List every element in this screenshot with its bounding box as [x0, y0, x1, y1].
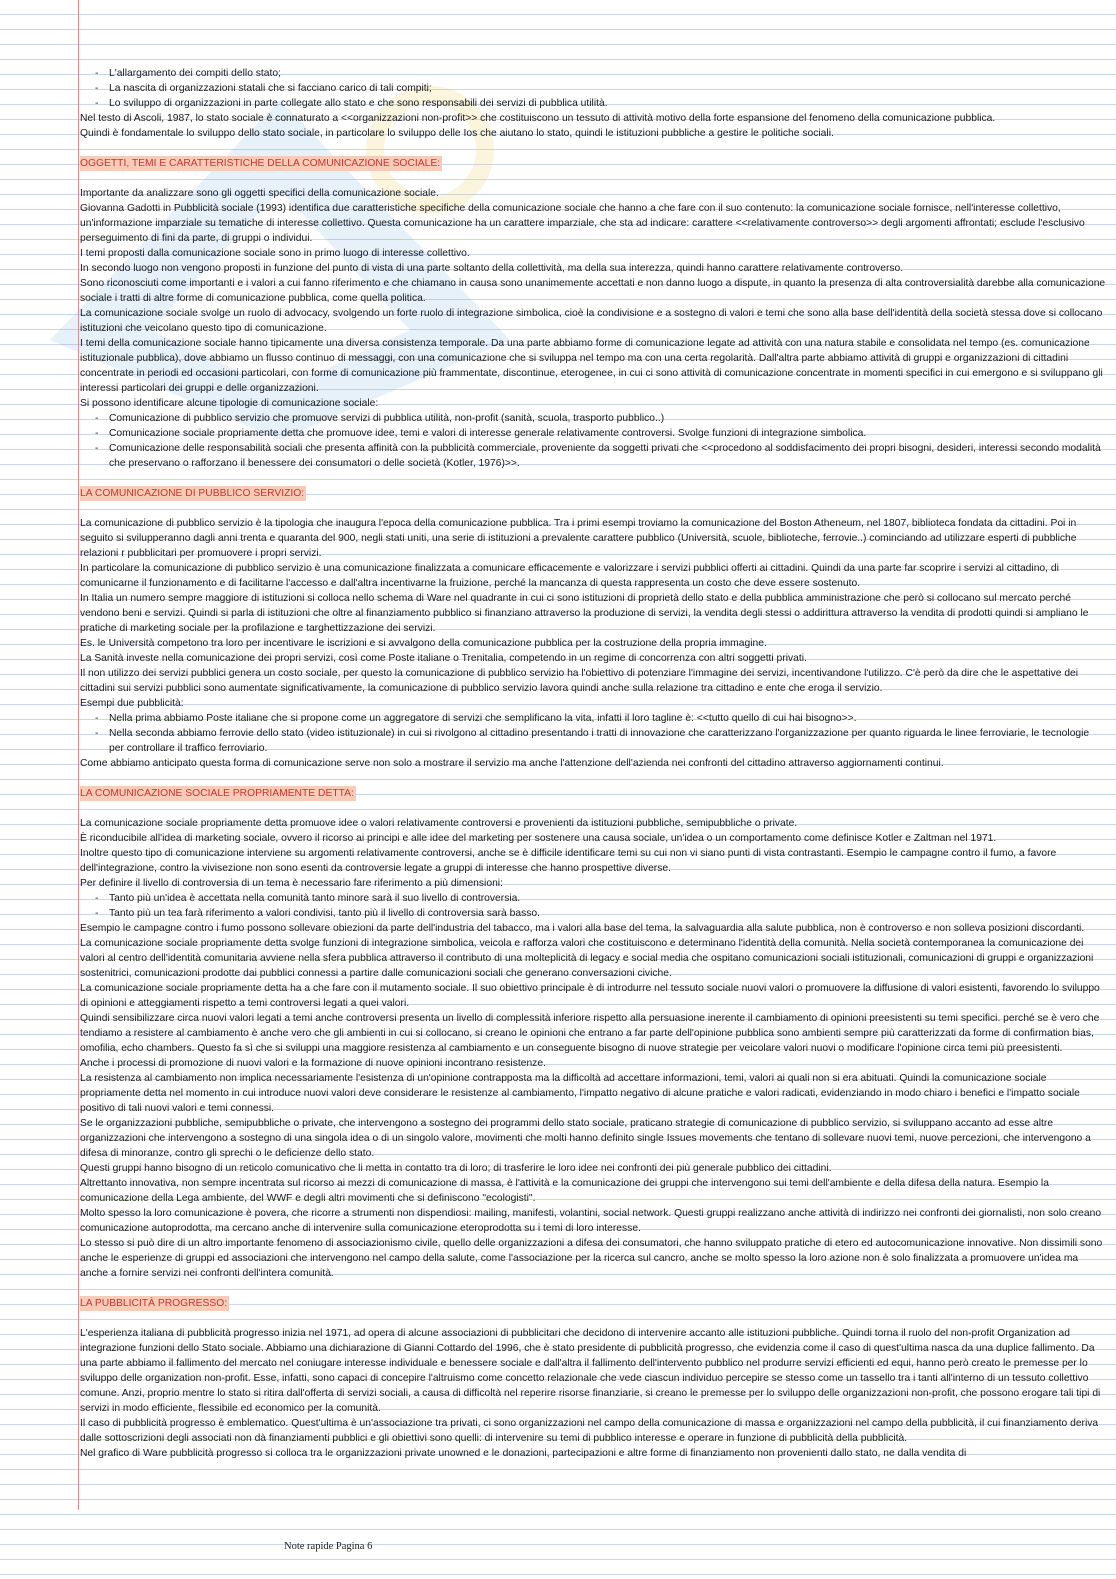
bullet-item: - Comunicazione delle responsabilità sociali che presenta affinità con la pubblicità commerciale, proveniente da soggetti privati che <<procedono al soddisfacimento dei propri bisogni, desideri, interessi secondo modalità che preservano o rafforzano il benessere dei consumatori o delle società (Kotler, 1976)>>. — [80, 441, 1106, 471]
bullet-item: - Nella seconda abbiamo ferrovie dello stato (video istituzionale) in cui si rivolgono al cittadino presentando i tratti di innovazione che caratterizzano l'organizzazione per quanto riguarda le linee ferroviarie, le tecnologie per controllare il traffico ferroviario. — [80, 726, 1106, 756]
paragraph: La comunicazione sociale propriamente detta svolge funzioni di integrazione simbolica, veicola e rafforza valori che costituiscono e determinano l'identità della comunità. Nella società contemporanea la comunicazione dei valori al centro dell'identità comunitaria avviene nella sfera pubblica attraverso il contributo di una molteplicità di legacy e social media che ospitano comunicazioni sociali istituzionali, comunicazioni di gruppi e organizzazioni sostenitrici, comunicazioni prodotte dai pubblici connessi a partire dalle comunicazioni sociali che generano conversazioni civiche. — [80, 938, 1094, 979]
bullet-item: - Tanto più un'idea è accettata nella comunità tanto minore sarà il suo livello di controversia. — [80, 891, 1106, 906]
paragraph: I temi della comunicazione sociale hanno tipicamente una diversa consistenza temporale. Da una parte abbiamo forme di comunicazione legate ad attività con una natura stabile e consolidata nel tempo (es. comunicazione istituzionale pubblica), dove abbiamo un flusso continuo di messaggi, con una comunicazione che si sviluppa nel tempo ma con una certa regolarità. Dall'altra parte abbiamo attività di gruppi e organizzazioni di cittadini concentrate in periodi ed occasioni particolari, con forme di comunicazione più frammentate, discontinue, eterogenee, in cui ci sono attività di comunicazione concentrate in momenti specifici in cui emergono e si sviluppano gli interessi particolari dei gruppi e delle organizzazioni. — [80, 338, 1103, 394]
notebook-margin-line — [78, 0, 79, 1510]
paragraph: Quindi sensibilizzare circa nuovi valori legati a temi anche controversi presenta un livello di complessità inferiore rispetto alla persuasione inerente il cambiamento di opinioni preesistenti su temi specifici. perché se è vero che tendiamo a resistere al cambiamento è anche vero che gli ambienti in cui si collocano, si creano le opinioni che entrano a far parte dell'opinione pubblica sono ambienti sempre più caratterizzati da forme di confirmation bias, omofilia, echo chambers. Questo fa sì che si sviluppi una maggiore resistenza al cambiamento e un conseguente bisogno di nuove strategie per veicolare valori nuovi o modificare l'opinione circa temi più preesistenti. — [80, 1013, 1100, 1054]
section-spacer — [80, 801, 1106, 816]
section-spacer — [80, 1311, 1106, 1326]
paragraph: Giovanna Gadotti in Pubblicità sociale (1993) identifica due caratteristiche specifiche della comunicazione sociale che hanno a che fare con il suo contenuto: la comunicazione sociale fornisce, nell'interesse collettivo, un'informazione imparziale su tematiche di interesse collettivo. Questa comunicazione ha un carattere imparziale, che sta ad indicare: carattere <<relativamente controverso>> degli argomenti affrontati; esclude l'esclusivo perseguimento di fini da parte, di gruppi o individui. — [80, 203, 1085, 244]
section-spacer — [80, 501, 1106, 516]
paragraph: Importante da analizzare sono gli oggetti specifici della comunicazione sociale. — [80, 188, 439, 199]
bullet-item: - Tanto più un tea farà riferimento a valori condivisi, tanto più il livello di controversia sarà basso. — [80, 906, 1106, 921]
paragraph: Nel testo di Ascoli, 1987, lo stato sociale è connaturato a <<organizzazioni non-profit>> che costituiscono un tessuto di attività motivo della forte espansione del fenomeno della comunicazione pubblica. — [80, 113, 996, 124]
bullet-list — [80, 411, 1106, 471]
bullet-item: - Comunicazione di pubblico servizio che promuove servizi di pubblica utilità, non-profit (sanità, scuola, trasporto pubblico..) — [80, 411, 1106, 426]
paragraph: Altrettanto innovativa, non sempre incentrata sul ricorso ai mezzi di comunicazione di massa, è l'attività e la comunicazione dei gruppi che intervengono sui temi dell'ambiente e della difesa della natura. Esempio la comunicazione della Lega ambiente, del WWF e degli altri movimenti che si definiscono "ecologisti". — [80, 1178, 1049, 1204]
paragraph: Si possono identificare alcune tipologie di comunicazione sociale: — [80, 398, 379, 409]
section-heading: OGGETTI, TEMI E CARATTERISTICHE DELLA COMUNICAZIONE SOCIALE: — [80, 158, 441, 169]
paragraph: Anche i processi di promozione di nuovi valori e la formazione di nuove opinioni incontrano resistenze. — [80, 1058, 546, 1069]
paragraph: I temi proposti dalla comunicazione sociale sono in primo luogo di interesse collettivo. — [80, 248, 470, 259]
paragraph: Inoltre questo tipo di comunicazione interviene su argomenti relativamente controversi, anche se è difficile identificare temi su cui non vi siano punti di vista contrastanti. Esempio le campagne contro il fumo, a favore dell'integrazione, contro la vivisezione non sono esenti da controversie legate a gruppi di interesse che hanno prospettive diverse. — [80, 848, 1057, 874]
section-spacer — [80, 141, 1106, 156]
paragraph: Nel grafico di Ware pubblicità progresso si colloca tra le organizzazioni private unowned e le donazioni, partecipazioni e altre forme di finanziamento non provenienti dallo stato, ne dalla vendita di — [80, 1448, 967, 1459]
paragraph: Es. le Università competono tra loro per incentivare le iscrizioni e si avvalgono della comunicazione pubblica per la costruzione della propria immagine. — [80, 638, 767, 649]
paragraph: La comunicazione sociale propriamente detta ha a che fare con il mutamento sociale. Il suo obiettivo principale è di introdurre nel tessuto sociale nuovi valori o promuovere la diffusione di valori esistenti, favorendo lo sviluppo di opinioni e atteggiamenti rispetto a temi controversi legati a quei valori. — [80, 983, 1100, 1009]
section-heading: LA PUBBLICITÀ PROGRESSO: — [80, 1298, 228, 1309]
paragraph: Quindi è fondamentale lo sviluppo dello stato sociale, in particolare lo sviluppo delle Ios che aiutano lo stato, quindi le istituzioni pubbliche a gestire le politiche sociali. — [80, 128, 834, 139]
bullet-item: - La nascita di organizzazioni statali che si facciano carico di tali compiti; — [80, 81, 1106, 96]
bullet-list — [80, 66, 1106, 111]
bullet-item: - Comunicazione sociale propriamente detta che promuove idee, temi e valori di interesse generale relativamente controversi. Svolge funzioni di integrazione simbolica. — [80, 426, 1106, 441]
paragraph: Esempio le campagne contro i fumo possono sollevare obiezioni da parte dell'industria del tabacco, ma i valori alla base del tema, la salvaguardia alla salute pubblica, non è controverso e non solleva posizioni discordanti. — [80, 923, 1085, 934]
paragraph: In Italia un numero sempre maggiore di istituzioni si colloca nello schema di Ware nel quadrante in cui ci sono istituzioni di proprietà dello stato e della pubblica amministrazione che però si collocano sul mercato perché vendono beni e servizi. Quindi si parla di istituzioni che oltre al finanziamento pubblico si finanziano attraverso la produzione di servizi, la vendita degli stessi o addirittura attraverso la vendita di prodotti quindi si ampliano le pratiche di marketing sociale per la profilazione e targhettizzazione dei servizi. — [80, 593, 1089, 634]
note-content — [80, 66, 1106, 1461]
paragraph: La Sanità investe nella comunicazione dei propri servizi, così come Poste italiane o Trenitalia, competendo in un regime di concorrenza con altri soggetti privati. — [80, 653, 807, 664]
bullet-item: - L'allargamento dei compiti dello stato; — [80, 66, 1106, 81]
bullet-item: - Lo sviluppo di organizzazioni in parte collegate allo stato e che sono responsabili dei servizi di pubblica utilità. — [80, 96, 1106, 111]
paragraph: Esempi due pubblicità: — [80, 698, 184, 709]
paragraph: Se le organizzazioni pubbliche, semipubbliche o private, che intervengono a sostegno dei programmi dello stato sociale, praticano strategie di comunicazione di pubblico servizio, si sviluppano accanto ad esse altre organizzazioni che intervengono a sostegno di una singola idea o di un singolo valore, movimenti che molti hanno definito single Issues movements che tentano di sollevare nuovi temi, nuove percezioni, che intervengono a difesa di minoranze, contro gli sprechi o le deficienze dello stato. — [80, 1118, 1091, 1159]
paragraph: La comunicazione sociale propriamente detta promuove idee o valori relativamente controversi e provenienti da istituzioni pubbliche, semipubbliche o private. — [80, 818, 798, 829]
page-footer: Note rapide Pagina 6 — [284, 1541, 373, 1552]
paragraph: La resistenza al cambiamento non implica necessariamente l'esistenza di un'opinione contrapposta ma la difficoltà ad accettare informazioni, temi, valori ai quali non si era abituati. Quindi la comunicazione sociale propriamente detta nel momento in cui introduce nuovi valori deve considerare le resistenze al cambiamento, l'impatto negativo di alcune pratiche e valori radicati, evidenziando in modo chiaro i benefici e l'impatto sociale positivo di tali nuovi valori e temi connessi. — [80, 1073, 1080, 1114]
section-heading: LA COMUNICAZIONE SOCIALE PROPRIAMENTE DETTA: — [80, 788, 354, 799]
paragraph: In particolare la comunicazione di pubblico servizio è una comunicazione finalizzata a comunicare efficacemente e valorizzare i servizi pubblici offerti ai cittadini. Quindi da una parte far scoprire i servizi al cittadino, di comunicarne il funzionamento e di facilitarne l'accesso e dall'altra incentivarne la fruizione, perché la mancanza di questa rappresenta un costo che deve essere sostenuto. — [80, 563, 1059, 589]
section-heading: LA COMUNICAZIONE DI PUBBLICO SERVIZIO: — [80, 488, 305, 499]
bullet-list — [80, 711, 1106, 756]
paragraph: In secondo luogo non vengono proposti in funzione del punto di vista di una parte soltanto della collettività, ma della sua interezza, quindi hanno carattere relativamente controverso. — [80, 263, 904, 274]
paragraph: Lo stesso si può dire di un altro importante fenomeno di associazionismo civile, quello delle organizzazioni a difesa dei consumatori, che hanno sviluppato pratiche di etero ed autocomunicazione innovative. Non dissimili sono anche le esperienze di gruppi ed associazioni che intervengono nel campo della salute, come l'associazione per la ricerca sul cancro, anche se molto spesso la loro azione non è solo finalizzata a promuovere un'idea ma anche a fornire servizi nei confronti dell'intera comunità. — [80, 1238, 1103, 1279]
section-spacer — [80, 1281, 1106, 1296]
section-spacer — [80, 771, 1106, 786]
paragraph: Per definire il livello di controversia di un tema è necessario fare riferimento a più dimensioni: — [80, 878, 503, 889]
paragraph: Molto spesso la loro comunicazione è povera, che ricorre a strumenti non dispendiosi: mailing, manifesti, volantini, social network. Questi gruppi realizzano anche attività di indirizzo nei confronti dei giornalisti, non solo creano comunicazione autoprodotta, ma cercano anche di intervenire sulla comunicazione eteroprodotta su i temi di loro interesse. — [80, 1208, 1102, 1234]
paragraph: La comunicazione di pubblico servizio è la tipologia che inaugura l'epoca della comunicazione pubblica. Tra i primi esempi troviamo la comunicazione del Boston Atheneum, nel 1807, biblioteca fondata da cittadini. Poi in seguito si svilupperanno dagli anni trenta e quaranta del 900, negli stati uniti, una serie di istituzioni a prevalente carattere pubblico (Università, scuole, biblioteche, ferrovie..) cominciando ad utilizzare esperti di pubbliche relazioni r pubblicitari per promuovere i propri servizi. — [80, 518, 1077, 559]
bullet-list — [80, 891, 1106, 921]
section-spacer — [80, 471, 1106, 486]
paragraph: L'esperienza italiana di pubblicità progresso inizia nel 1971, ad opera di alcune associazioni di pubblicitari che decidono di intervenire accanto alle istituzioni pubbliche. Quindi torna il ruolo del non-profit Organization ad integrazione funzioni dello Stato sociale. Abbiamo una dichiarazione di Gianni Cottardo del 1996, che è stato presidente di pubblicità progresso, che evidenzia come il caso di quest'ultima nasca da una duplice fallimento. Da una parte abbiamo il fallimento del mercato nel coniugare interesse individuale e benessere sociale e dall'altra il fallimento dell'intervento pubblico nel produrre servizi efficienti ed equi, hanno però creato le premesse per lo sviluppo delle organization non-profit. Esse, infatti, sono capaci di concepire l'altruismo come concetto relazionale che vede ciascun individuo percepire se stesso come un tassello tra i tanti all'interno di un tessuto collettivo comune. Anzi, proprio mentre lo stato si ritira dall'offerta di servizi sociali, a causa di difficoltà nel reperire risorse finanziarie, si creano le premesse per lo sviluppo delle organizzazioni non-profit, che possono erogare tali tipi di servizi in modo efficiente, flessibile ed economico per la comunità. — [80, 1328, 1101, 1414]
section-spacer — [80, 171, 1106, 186]
paragraph: Il caso di pubblicità progresso è emblematico. Quest'ultima è un'associazione tra privati, ci sono organizzazioni nel campo della comunicazione di massa e organizzazioni nel campo della pubblicità, il cui finanziamento deriva dalle sottoscrizioni degli associati non dà finanziamenti pubblici e gli obiettivi sono quelli: di intervenire su temi di pubblico interesse e operare in funzione di pubblicità della pubblicità. — [80, 1418, 1099, 1444]
paragraph: La comunicazione sociale svolge un ruolo di advocacy, svolgendo un forte ruolo di integrazione simbolica, cioè la condivisione e a sostegno di valori e temi che sono alla base dell'identità della società stessa dove si collocano istituzioni che veicolano questo tipo di comunicazione. — [80, 308, 1103, 334]
paragraph: È riconducibile all'idea di marketing sociale, ovvero il ricorso ai principi e alle idee del marketing per sostenere una causa sociale, un'idea o un comportamento come definisce Kotler e Zaltman nel 1971. — [80, 833, 997, 844]
paragraph: Come abbiamo anticipato questa forma di comunicazione serve non solo a mostrare il servizio ma anche l'attenzione dell'azienda nei confronti del cittadino attraverso aggiornamenti continui. — [80, 758, 944, 769]
paragraph: Il non utilizzo dei servizi pubblici genera un costo sociale, per questo la comunicazione di pubblico servizio ha l'obiettivo di potenziare l'immagine dei servizi, incentivandone l'utilizzo. C'è però da dire che le aspettative dei cittadini sui servizi pubblici sono aumentate significativamente, la comunicazione di pubblico servizio lavora quindi anche sulla relazione tra cittadino e ente che eroga il servizio. — [80, 668, 1079, 694]
paragraph: Sono riconosciuti come importanti e i valori a cui fanno riferimento e che chiamano in causa sono unanimemente accettati e non danno luogo a dispute, in quanto la presenza di alta controversialità darebbe alla comunicazione sociale i tratti di altre forme di comunicazione pubblica, come quella politica. — [80, 278, 1106, 304]
bullet-item: - Nella prima abbiamo Poste italiane che si propone come un aggregatore di servizi che semplificano la vita, infatti il loro tagline è: <<tutto quello di cui hai bisogno>>. — [80, 711, 1106, 726]
paragraph: Questi gruppi hanno bisogno di un reticolo comunicativo che li metta in contatto tra di loro; di trasferire le loro idee nei confronti dei più generale pubblico dei cittadini. — [80, 1163, 832, 1174]
